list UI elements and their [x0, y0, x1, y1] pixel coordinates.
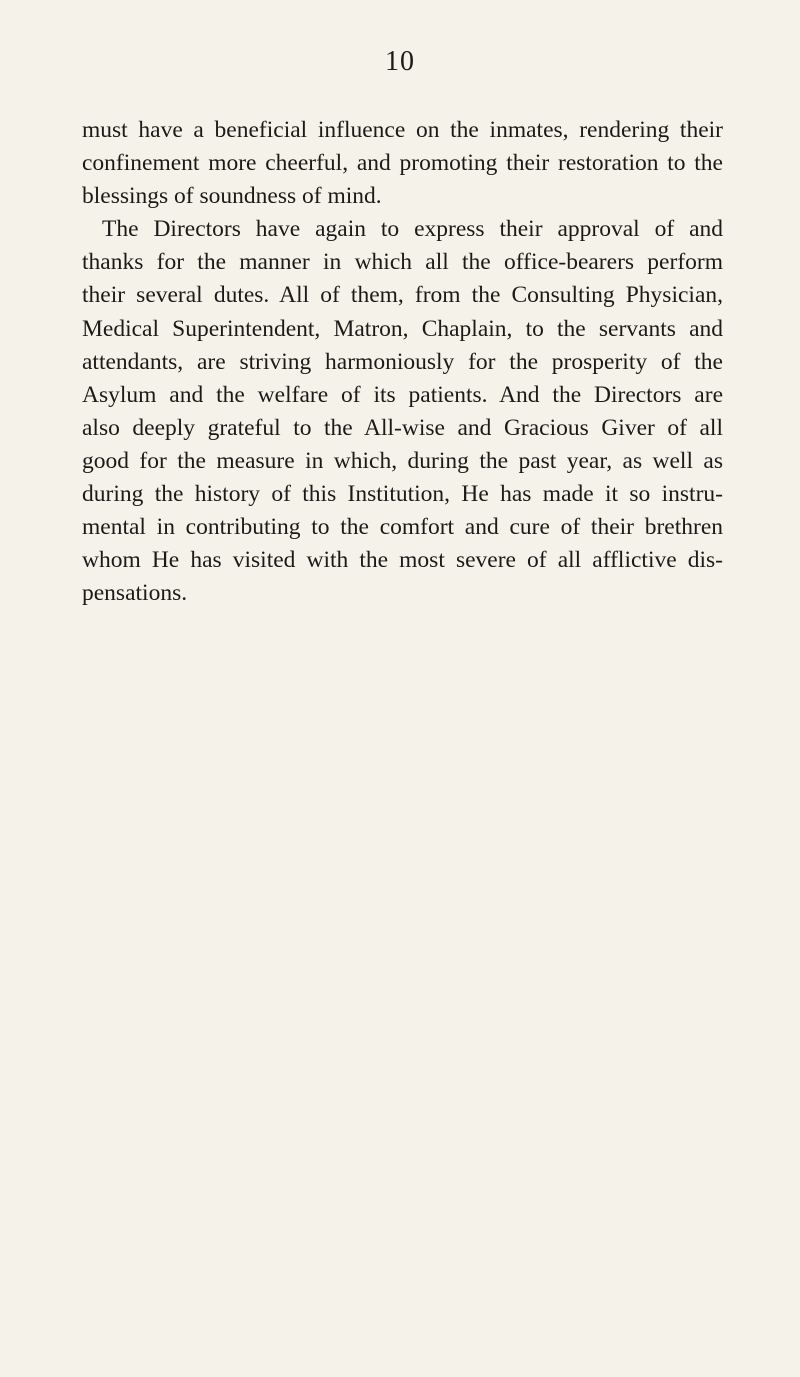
- paragraph-first-line: The Directors have again to express their approval of and: [102, 216, 723, 243]
- text-line: good for the measure in which, during the past year, as well as: [82, 447, 723, 474]
- text-line: Asylum and the welfare of its patients. And the Directors are: [82, 381, 723, 408]
- body-text: [82, 114, 723, 610]
- page-number: 10: [385, 46, 415, 77]
- text-line: mental in contributing to the comfort and cure of their brethren: [82, 514, 723, 541]
- text-line: Medical Superintendent, Matron, Chaplain, to the servants and: [82, 315, 723, 342]
- text-line: pensations.: [82, 580, 188, 607]
- text-line: blessings of soundness of mind.: [82, 183, 382, 210]
- text-line: also deeply grateful to the All-wise and Gracious Giver of all: [82, 414, 723, 441]
- text-line: thanks for the manner in which all the office-bearers perform: [82, 249, 723, 276]
- text-line: their several dutes. All of them, from the Consulting Physician,: [82, 282, 723, 309]
- text-line: must have a beneficial influence on the inmates, rendering their: [82, 117, 723, 143]
- text-line: during the history of this Institution, He has made it so instru-: [82, 481, 723, 508]
- text-line: attendants, are striving harmoniously for the prosperity of the: [82, 348, 723, 375]
- text-line: confinement more cheerful, and promoting their restoration to the: [82, 150, 723, 177]
- text-line: whom He has visited with the most severe of all afflictive dis-: [82, 547, 723, 574]
